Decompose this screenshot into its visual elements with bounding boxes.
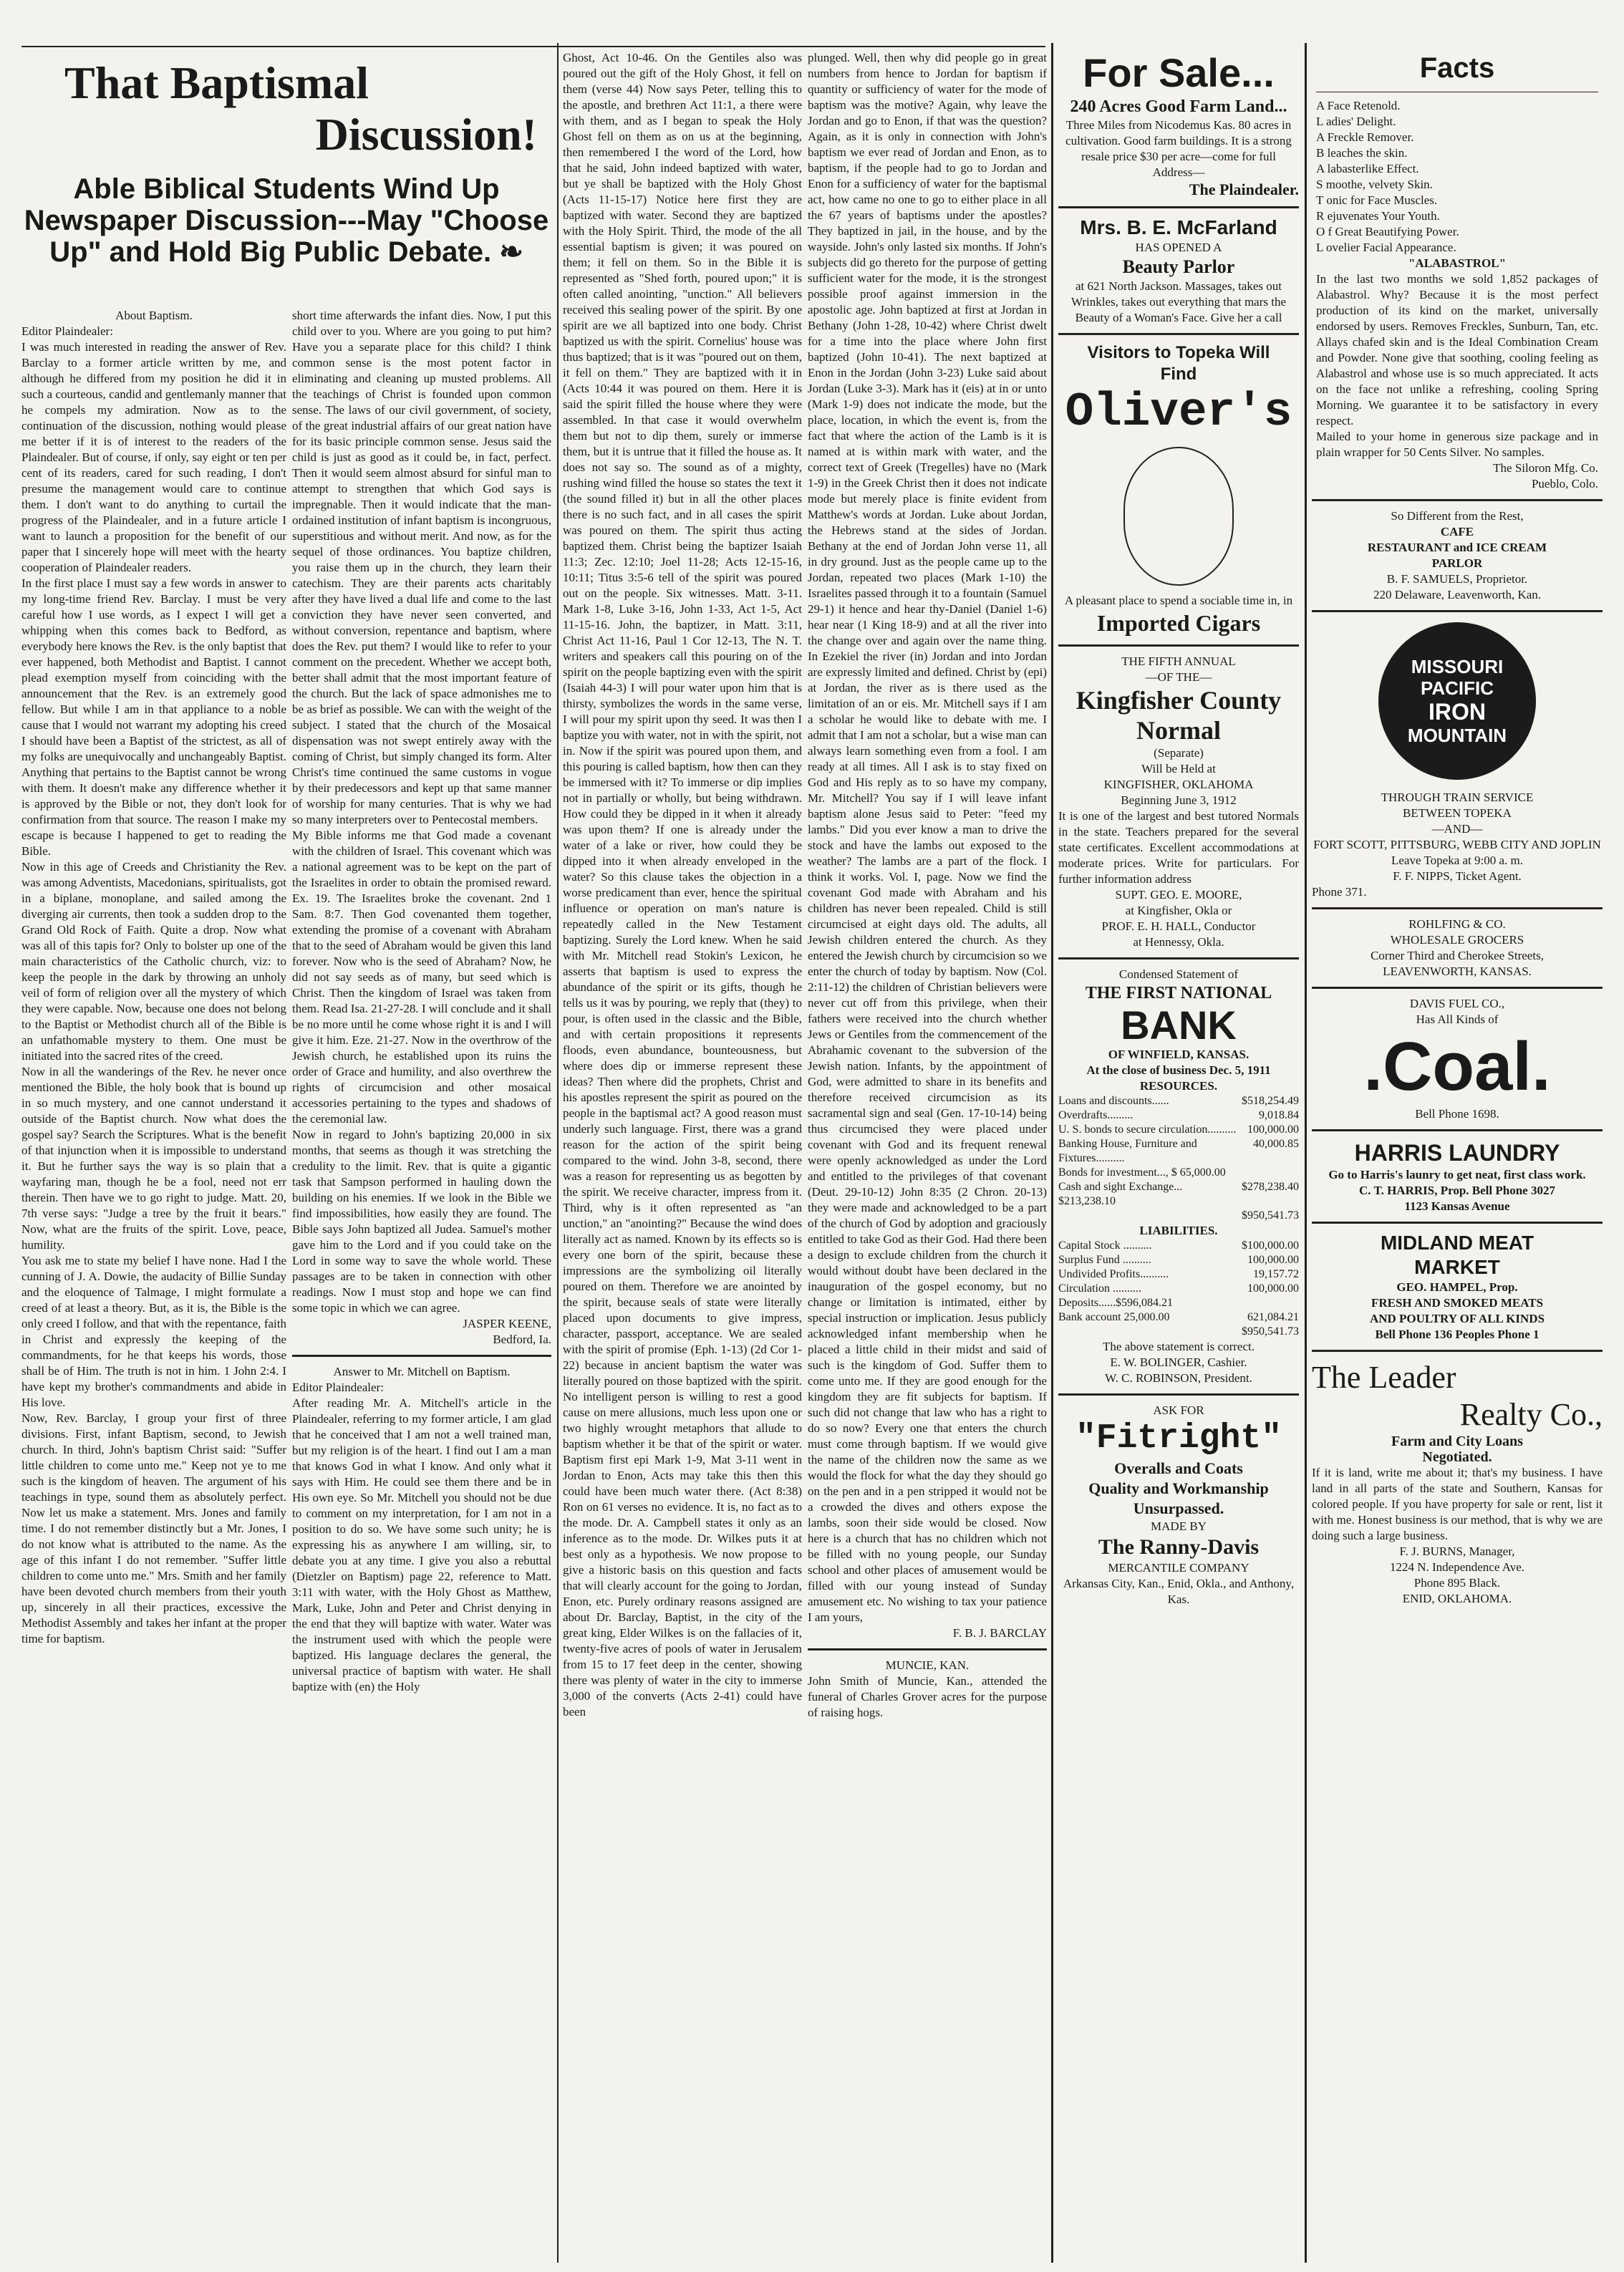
for-sale-ad: [1058, 50, 1299, 199]
reply-heading: Answer to Mr. Mitchell on Baptism.: [333, 1365, 511, 1378]
meat-line: GEO. HAMPEL, Prop.: [1396, 1280, 1518, 1294]
divider: [1058, 1393, 1299, 1396]
grocers-line: WHOLESALE GROCERS: [1390, 933, 1524, 947]
facts-company: The Siloron Mfg. Co.: [1493, 461, 1598, 475]
laundry-name: HARRIS LAUNDRY: [1354, 1140, 1560, 1166]
table-row: [1058, 1310, 1299, 1325]
fitright-line: Overalls and Coats: [1114, 1459, 1243, 1477]
signature-place: Bedford, Ia.: [493, 1333, 551, 1346]
olivers-ad: [1058, 342, 1299, 637]
railway-line: BETWEEN TOPEKA: [1403, 806, 1512, 820]
table-row: [1058, 1094, 1299, 1108]
table-row: [1058, 1137, 1299, 1166]
realty-text: If it is land, write me about it; that's my business. I have land in all parts of the state and Southern, Kansas for colored people. If you have property for sale or rent, list it with me. Honest business is our method, that is why we are doing such a large business.: [1312, 1466, 1603, 1542]
fitright-made: MADE BY: [1151, 1519, 1207, 1533]
grocers-line: Corner Third and Cherokee Streets,: [1371, 949, 1544, 962]
railway-ad: [1312, 622, 1603, 900]
divider: [1312, 1350, 1603, 1352]
railway-logo: [1378, 622, 1536, 780]
normal-line: (Separate): [1154, 746, 1204, 760]
divider: [1058, 957, 1299, 959]
letter-salutation: Editor Plaindealer:: [21, 324, 113, 338]
bank-statement-ad: [1058, 967, 1299, 1386]
laundry-text: Go to Harris's launry to get neat, first class work.: [1328, 1168, 1586, 1181]
table-row: [1058, 1123, 1299, 1137]
resource-label: Loans and discounts......: [1058, 1095, 1169, 1107]
logo-text: IRON: [1429, 699, 1486, 725]
fitright-cities: Arkansas City, Kan., Enid, Okla., and Anthony, Kas.: [1063, 1577, 1295, 1606]
ornament-icon: ❧: [499, 236, 523, 268]
fitright-ad: [1058, 1403, 1299, 1608]
cafe-line: So Different from the Rest,: [1391, 509, 1524, 523]
liability-value: 19,157.72: [1253, 1268, 1299, 1280]
divider: [1312, 499, 1603, 501]
fitright-line: Quality and Workmanship: [1088, 1479, 1269, 1497]
normal-signer: at Hennessy, Okla.: [1133, 935, 1224, 949]
facts-item: T onic for Face Muscles.: [1316, 193, 1438, 207]
divider: [1312, 987, 1603, 989]
railway-line: FORT SCOTT, PITTSBURG, WEBB CITY AND JOPLIN: [1313, 838, 1601, 851]
table-row: [1058, 1253, 1299, 1267]
divider: [292, 1355, 551, 1357]
fitright-company-type: MERCANTILE COMPANY: [1108, 1561, 1250, 1575]
divider: [1312, 1129, 1603, 1131]
logo-text: MOUNTAIN: [1407, 725, 1507, 746]
table-row: [1058, 1296, 1299, 1310]
liability-label: Undivided Profits..........: [1058, 1268, 1169, 1280]
bank-president: W. C. ROBINSON, President.: [1105, 1371, 1252, 1385]
realty-signer: Phone 895 Black.: [1413, 1576, 1501, 1590]
normal-line: —OF THE—: [1145, 670, 1212, 684]
normal-signer: SUPT. GEO. E. MOORE,: [1115, 888, 1242, 901]
table-row: [1058, 1209, 1299, 1223]
resource-label: Overdrafts.........: [1058, 1109, 1134, 1121]
resource-label: U. S. bonds to secure circulation..........: [1058, 1123, 1237, 1136]
letter-heading: About Baptism.: [115, 309, 193, 322]
coal-line: Has All Kinds of: [1416, 1012, 1499, 1026]
realty-name: Realty Co.,: [1459, 1397, 1603, 1432]
facts-title: Facts: [1419, 52, 1495, 84]
facts-city: Pueblo, Colo.: [1531, 477, 1598, 490]
ads-column-2: [1312, 50, 1603, 2270]
divider: [1312, 907, 1603, 909]
bank-date: At the close of business Dec. 5, 1911: [1086, 1063, 1271, 1077]
beauty-parlor-text: at 621 North Jackson. Massages, takes out Wrinkles, takes out everything that mars the Beauty of a Woman's Face. Give her a call: [1070, 279, 1287, 324]
letter-body-continued-2: You ask me to state my belief I have none. Had I the cunning of J. A. Dowie, the audacity of Billie Sunday and the eloquence of Talmage, I might formulate a creed of at least a theory. But, as it is, the Bible is the only creed I follow, and that with the repentance, faith in Christ and expressly the keeping of the commandments, for he that keeps his words, those shall be of Him. The truth is not in him. 1 John 2:4. I have kept my brother's commandments and abide in His love. Now, Rev. Barclay, I group your first of three divisions. First, infant Baptism, second, to Jewish church. In third, John's baptism Christ said: "Suffer little children to come unto me." Keep not ye to me such is the kingdom of heaven. The argument of his teachings in type, sound them as absolutely perfect. Now let us make a statement. Mrs. Jones and family time. I do not remember distinctly but a Mr. Jones, I do not know what is attributed to the name. As the age of this infant I do not remember. "Suffer little children to come unto me." Mrs. Smith and her family have been devoted church members from their youth up, sincerely in all their practices, excessive the Methodist Assembly and takes her infant at the proper time for baptism.: [21, 1254, 286, 1645]
olivers-footer: Imported Cigars: [1096, 610, 1261, 636]
top-rule: [21, 46, 1045, 47]
headline-block: [21, 57, 551, 301]
olivers-line: Find: [1160, 364, 1197, 384]
liability-label: Bank account 25,000.00: [1058, 1311, 1170, 1323]
railway-line: THROUGH TRAIN SERVICE: [1381, 791, 1534, 804]
signature: F. B. J. BARCLAY: [952, 1626, 1047, 1640]
resource-label: Cash and sight Exchange... $213,238.10: [1058, 1181, 1183, 1207]
article-column-1: [21, 308, 286, 2270]
normal-line: Beginning June 3, 1912: [1121, 793, 1237, 807]
realty-ad: [1312, 1359, 1603, 1607]
liability-label: Surplus Fund ..........: [1058, 1254, 1151, 1266]
table-row: [1058, 1239, 1299, 1253]
divider: [1058, 644, 1299, 647]
liability-total: $950,541.73: [1242, 1325, 1299, 1338]
beauty-parlor-line: HAS OPENED A: [1135, 241, 1222, 254]
meat-phones: Bell Phone 136 Peoples Phone 1: [1375, 1328, 1540, 1341]
railway-line: F. F. NIPPS, Ticket Agent.: [1393, 869, 1522, 883]
resource-value: [1242, 1166, 1299, 1180]
olivers-name: Oliver's: [1065, 385, 1292, 439]
table-row: [1058, 1180, 1299, 1209]
realty-line: Farm and City Loans: [1391, 1434, 1523, 1449]
column-rule: [1305, 43, 1307, 2263]
laundry-ad: [1312, 1139, 1603, 1214]
normal-name: Kingfisher County: [1076, 686, 1282, 715]
railway-line: Phone 371.: [1312, 885, 1367, 899]
divider: [1312, 610, 1603, 612]
realty-signer: 1224 N. Independence Ave.: [1389, 1560, 1525, 1574]
article-text: short time afterwards the infant dies. Now, I put this child over to you. Where are you going to put him? Have you a separate place for this child? I think common sense is the most potent factor in eliminating and cleaning up musted problems. All the teachings of Christ is founded upon common sense. The laws of our civil government, of society, of the great industrial affairs of our great nation have for its basic principle common sense. Jesus said the child is just as good as it could be, in fact, perfect. Then it would seem almost absurd for sinful man to attempt to strengthen that which God says is impregnable. Then it would indicate that the man-ordained institution of infant baptism is incongruous, superstitious and without merit. And now, as for the sequel of those ordinances. You baptize children, you raise them up in the church, they learn their catechism. They are their parents acts charitably after they have lived a dual life and come to the last conviction they have never seen converted, and without conversion, repentance and baptism, where does the Rev. put them? I would like to refer to your comment on the precedent. Whether we accept both, better shall admit that the most important feature of the church. But the lack of space admonishes me to be as brief as possible. We can with the weight of the subject. I stated that the church of the Mosaical dispensation was not swept entirely away with the coming of Christ, but simply changed its form. Alter Christ's time continued the same customs in vogue by their predecessors and kept up that same manner of worship for many centuries. That is why we had so many interpreters over to Pentecostal members.: [292, 309, 551, 826]
facts-text: In the last two months we sold 1,852 packages of Alabastrol. Why? Because it is the most perfect production of its kind on the market, universally endorsed by users. Removes Freckles, Sunburn, Tan, etc. Allays chafed skin and is the Ideal Combination Cream and Powder. None give that soothing, cooling feeling as Alabastrol and whose use is so much appreciated. It acts on the face not unlike a refreshing, cooling Spring Morning. We guarantee it to be satisfactory in every respect. Mailed to your home in generous size package and in plain wrapper for 50 Cents Silver. No samples.: [1316, 272, 1598, 459]
letter-body: I was much interested in reading the answer of Rev. Barclay to a former article written by me, and although he differed from my position he did it in such a courteous, candid and gentlemanly manner that he compels my admiration. Now as to the continuation of the discussion, nothing would please me better if it is of interest to the readers of the Plaindealer. But of course, if only, say eight or ten per cent of its readers, cared for such reading, I don't presume the management would care to continue them. I don't want to do anything to curtail the progress of the Plaindealer, and in a future article I want to launch a proposition for the benefit of our paper that I sincerely hope will meet with the hearty cooperation of Plaindealer readers. In the first place I must say a few words in answer to my long-time friend Rev. Barclay. I must be very careful how I use words, as I expect I will get a whipping when this comes back to Bedford, as everybody here knows the Rev. is the only baptist that ever happened, both Methodist and Baptist. I cannot plead exemption myself from coinciding with the announcement that the Rev. is an extremely good fellow. But while I am in that appliance to a noble cause that I would not warrant my adopting his creed I should have been a Baptist of the strictest, as all of my folks are unequivocally and unchangeably Baptist. Anything that pertains to the Baptist cannot be wrong with them. It doesn't make any difference whether it is approved by the Bible or not, they don't look for confirmation from that source. The reason I make my escape is because I happened to get to reading the Bible.: [21, 340, 286, 858]
resource-total: $950,541.73: [1242, 1209, 1299, 1222]
logo-text: MISSOURI: [1411, 656, 1504, 677]
liability-label: Capital Stock ..........: [1058, 1239, 1152, 1252]
cafe-line: RESTAURANT and ICE CREAM: [1367, 541, 1547, 554]
fitright-ask: ASK FOR: [1153, 1403, 1204, 1417]
grocers-ad: [1312, 917, 1603, 980]
normal-signer: PROF. E. H. HALL, Conductor: [1101, 919, 1256, 933]
ads-column-1: [1058, 50, 1299, 2270]
realty-signer: ENID, OKLAHOMA.: [1402, 1592, 1512, 1605]
resource-value: $518,254.49: [1242, 1095, 1299, 1107]
cafe-line: CAFE: [1440, 525, 1474, 538]
resource-value: 40,000.85: [1253, 1138, 1299, 1150]
bank-intro: Condensed Statement of: [1118, 967, 1239, 981]
coal-phone: Bell Phone 1698.: [1415, 1107, 1499, 1121]
reply-salutation: Editor Plaindealer:: [292, 1381, 384, 1394]
fitright-company: The Ranny-Davis: [1098, 1535, 1260, 1559]
normal-line: THE FIFTH ANNUAL: [1121, 654, 1236, 668]
bank-name: BANK: [1121, 1002, 1237, 1048]
facts-ad: [1312, 50, 1603, 492]
resource-label: Bonds for investment..., $ 65,000.00: [1058, 1166, 1226, 1179]
cafe-line: B. F. SAMUELS, Proprietor.: [1386, 572, 1528, 586]
resource-label: Banking House, Furniture and Fixtures..........: [1058, 1138, 1197, 1164]
normal-signer: at Kingfisher, Okla or: [1125, 904, 1232, 917]
railway-line: —AND—: [1431, 822, 1483, 836]
normal-name: Normal: [1136, 716, 1221, 745]
column-rule: [557, 43, 559, 2263]
laundry-line: C. T. HARRIS, Prop. Bell Phone 3027: [1359, 1184, 1555, 1197]
headline-line-2: Discussion!: [315, 109, 537, 160]
liability-value: $100,000.00: [1242, 1239, 1299, 1252]
bank-location: OF WINFIELD, KANSAS.: [1108, 1048, 1250, 1061]
facts-item: R ejuvenates Your Youth.: [1316, 209, 1440, 223]
normal-line: KINGFISHER, OKLAHOMA: [1103, 778, 1254, 791]
for-sale-text: Three Miles from Nicodemus Kas. 80 acres in cultivation. Good farm buildings. It is a strong resale price $30 per acre—come for full: [1065, 118, 1292, 163]
liability-value: 100,000.00: [1247, 1282, 1299, 1295]
liability-label: Circulation ..........: [1058, 1282, 1141, 1295]
facts-item: O f Great Beautifying Power.: [1316, 225, 1459, 238]
liability-label: Deposits......$596,084.21: [1058, 1297, 1173, 1309]
cafe-line: 220 Delaware, Leavenworth, Kan.: [1373, 588, 1542, 601]
liabilities-table: [1058, 1239, 1299, 1339]
grocers-line: LEAVENWORTH, KANSAS.: [1383, 965, 1532, 978]
divider: [1312, 1222, 1603, 1224]
beauty-parlor-ad: [1058, 216, 1299, 326]
for-sale-signer: The Plaindealer.: [1189, 180, 1299, 198]
meat-name: MIDLAND MEAT: [1380, 1232, 1534, 1254]
column-rule: [1051, 43, 1053, 2263]
facts-item: L adies' Delight.: [1316, 115, 1396, 128]
reply-text: After reading Mr. A. Mitchell's article in the Plaindealer, referring to my former article, I am glad that he conceived that I am not a well trained man, but my religion is of the heart. I find out I am a man that knows God in what I know. And only what it says with Him. He could see them there and be in His own eye. So Mr. Mitchell you should not be due to comment on my interpretation, for I am not in a position to do so. We have some such unity; he is expressing his as anywhere I am willing, sir, to debate you at any time. I give you also a rebuttal (Dietzler on Baptism) page 22, reference to Matt. 3:11 with water, with the Holy Ghost as Matthew, Mark, Luke, John and Peter and Christ denying in the end that they will baptize with water. Water was the instrument used with which the people were baptized. His language declares the general, the universal practice of baptism with water. He shall baptize with (en) the Holy: [292, 1396, 551, 1693]
letter-body-continued: Now in this age of Creeds and Christianity the Rev. was among Adventists, Macedonians, spiritualists, got in a biplane, monoplane, and sailed among the diverging air currents, then took a sudden drop to the Grand Old Rock of Faith. Quite a drop. Now what was all of this tapis for? Only to bolster up one of the main characteristics of the Catholic church, viz: to keep the people in the dark by throwing an unholy veil of form of religion over all the mystery of which they were capable. Now, because one does not belong to the Baptist or Methodist church all of the Bible is an unfathomable mystery to them. One must be initiated into the sacred rites of the creed. Now in all the wanderings of the Rev. he never once mentioned the Bible, the holy book that is bound up in so much mystery, and one cannot understand it outside of the Baptist church. Now what does the gospel say? Search the Scriptures. What is the benefit of that injunction when it is impossible to understand it. But he further says the way is so plain that a wayfaring man, though he be a fool, need not err therein. Then have we to go right to judge. Matt. 20, 7th verse says: "Judge a tree by the fruit it bears." Now, what are the fruits of the spirit. Love, peace, humility.: [21, 860, 286, 1252]
meat-line: AND POULTRY OF ALL KINDS: [1369, 1312, 1545, 1325]
for-sale-title: For Sale...: [1083, 50, 1275, 95]
facts-item: A Freckle Remover.: [1316, 130, 1414, 144]
facts-item: A labasterlike Effect.: [1316, 162, 1419, 175]
facts-brand: "ALABASTROL": [1408, 256, 1507, 270]
grocers-line: ROHLFING & CO.: [1408, 917, 1506, 931]
cafe-line: PARLOR: [1431, 556, 1483, 570]
bank-name: THE FIRST NATIONAL: [1085, 984, 1272, 1002]
cafe-ad: [1312, 508, 1603, 603]
fitright-name: "Fitright": [1075, 1419, 1282, 1458]
for-sale-headline: 240 Acres Good Farm Land...: [1070, 97, 1287, 116]
subheadline-text: Able Biblical Students Wind Up Newspaper Discussion---May "Choose Up" and Hold Big Public Debate.: [24, 173, 549, 268]
table-row: [1058, 1282, 1299, 1296]
normal-text: It is one of the largest and best tutored Normals in the state. Teachers prepared for the several state certificates. Excellent accommodations at moderate prices. Write for particulars. For further information address: [1058, 809, 1299, 886]
normal-line: Will be Held at: [1141, 762, 1216, 775]
beauty-parlor-name: Beauty Parlor: [1122, 256, 1235, 277]
resource-value: 9,018.84: [1259, 1109, 1299, 1121]
coal-name: .Coal.: [1363, 1028, 1551, 1105]
logo-text: PACIFIC: [1420, 677, 1494, 699]
coal-line: DAVIS FUEL CO.,: [1409, 997, 1505, 1010]
resources-table: [1058, 1094, 1299, 1223]
coal-ad: [1312, 996, 1603, 1122]
facts-item: B leaches the skin.: [1316, 146, 1408, 160]
liability-value: [1219, 1296, 1299, 1310]
normal-school-ad: [1058, 654, 1299, 950]
divider: [1058, 333, 1299, 335]
divider: [808, 1648, 1047, 1650]
resource-value: 100,000.00: [1247, 1123, 1299, 1136]
railway-line: Leave Topeka at 9:00 a. m.: [1391, 854, 1523, 867]
realty-name: The Leader: [1312, 1360, 1456, 1395]
local-news-text: John Smith of Muncie, Kan., attended the funeral of Charles Grover acres for the purpose of raising hogs.: [808, 1674, 1047, 1719]
facts-item: L ovelier Facial Appearance.: [1316, 241, 1456, 254]
article-text: My Bible informs me that God made a covenant with the children of Israel. This covenant which was a national agreement was to be kept on the part of the Israelites in order to obtain the promised reward. Ex. 19. The Israelites broke the covenant. 2nd 1 Sam. 8:7. Then God covenanted them together, extending the promise of a covenant with Abraham that to the seed of Abraham would be given this land forever. Now who is the seed of Abraham? Now, he did not say seeds as of many, but seed which is Christ. Then the kingdom of Israel was taken from them. Read Isa. 21-27-28. I will conclude and it shall be no more until he come whose right it is and I will give it him. Eze. 21-27. Now in the overthrow of the Jewish church, he established upon its ruins the order of Grace and humility, and also overthrew the rights of circumcision and other mosaical accessories pertaining to the types and shadows of the ceremonial law. Now in regard to John's baptizing 20,000 in six months, that seems as though it was stretching the credulity to the limit. Rev. that is quite a gigantic task that Sampson performed in hauling down the building on his enemies. If we look in the Bible we find impossibilities, how easily they are found. The Bible says John baptized all Judea. Samuel's mother gave him to the Lord and if you could take on the Lord in some way to save the whole world. These passages are to be taken in connection with other readings. Now I must stop and hope we can find some topic in which we can agree.: [292, 828, 551, 1315]
dateline: MUNCIE, KAN.: [885, 1658, 970, 1672]
liability-value: 621,084.21: [1247, 1311, 1299, 1323]
meat-market-ad: [1312, 1231, 1603, 1343]
article-column-4: [808, 50, 1047, 2270]
olivers-line: Visitors to Topeka Will: [1087, 343, 1270, 362]
fitright-line: Unsurpassed.: [1133, 1499, 1224, 1517]
facts-item: A Face Retenold.: [1316, 99, 1401, 112]
article-text: plunged. Well, then why did people go in great numbers from hence to Jordan for baptism if quantity or sufficiency of water for the mode of baptism was the motive? Again, why leave the Jordan and go to Enon, if that was the question? Again, as it is only in connection with John's baptism we ever read of Jordan and Enon, as to baptism, if the people had to go to Jordan and Enon for a sufficiency of water for the baptismal act, how came no one to go to either place in all the 67 years of baptisms under the apostles? They baptized in jail, in the house, and by the wayside. John's only lasted six months. If John's subjects did go thereto for the purpose of getting sufficient water for the mode, it is the strongest possible proof against immersion in the apostolic age. John baptized at first at Jordan in Bethany (John 1-28, 10-42) where Christ dwelt for a time into the place where John first baptized (John 10-41). The next baptized at Enon in the Jordan (John 3-23) Luke said about Jordan (Luke 3-3). Mark has it (eis) at in or unto (Mark 1-9) does not indicate the mode, but the place, location, in which the event is, from the fact that where the action of the Lamb is it is named at is within mark with water, and the correct text of Greek (Tregelles) have no (Mark 1-9) in the Greek Christ then it does not indicate mode but merely place is finite evident from Matthew's words at Jordan. Luke about Jordan, the Hebrews stand at the sides of Jordan. Bethany at the end of Jordan John verse 11, all in dry ground. Just as the people came up to the Jordan, repeated two places (Mark 1-10) the Israelites passed through it to a fountain (Samuel 29-1) it hence and hear thy-Daniel (Daniel 1-6) hear near (1 King 18-9) and at all the river into the change over and again over the name thing. In Ezekiel the river (in) Jordan and into Jordan are expressly limited and defined. Christ by (epi) at Jordan, the river as is there used as the limitation of an or eis. Mr. Mitchell says if I am a scholar he would like to debate with me. I admit that I am not a scholar, but a wise man can always learn something even from a fool. I am ready at all times. All I ask is to stay fixed on God and His reply as to so have my company, Mr. Mitchell? You say if I will leave infant baptism alone Jesus said to Peter: "feed my lambs." Did you ever know a man to drive the stock and have the lambs out exposed to the weather? The lambs are a part of the flock. I think it works. Vol. I, page. Now we find the covenant God made with Abraham and his children has never been repealed. Child is still circumcised at eight days old. The adults, all Jewish children entered the church. As they entered the Jewish church by circumcision so we enter the church of today by baptism. Now (Col. 2:11-12) the children of Christian believers were never cut off from this privilege, when their fathers were received into the church whether Jews or Gentiles from the commencement of the Abrahamic covenant to the subversion of the Jewish nation. Infants, by the appointment of God, were admitted to share in its benefits and therefore received circumcision as its sacramental sign and seal (Gen. 17-10-14) being thus circumcised they were placed under covenant with God and its frequent renewal were openly acknowledged as under the Lord and entitled to the privileges of that covenant (Deut. 29-10-12) John 8:35 (2 Chron. 20-13) they were made and acknowledged to be a part of the church of God by adoption and graciously entitled to take God as their God. Had there been a design to exclude children from the church it would without doubt have been declared in the inauguration of the gospel economy, but no change or limitation is intimated, either by special instruction or implication. Jesus publicly acknowledged infant membership when he placed a little child in their midst and said of such is the kingdom of God. Suffer them to come unto me. If they are good enough for the kingdom they are fit subjects for baptism. If such did not change that law who has a right to do so now? Every one that enters the church must come through baptism. If we would give the name of the children now the same as we would the flock for what the day they should go on the pen and in a pen stripped it would not be a crowded the dives and others expose the lambs, soon their side would be closed. Now here is a church that has no children which not be filled with no young people, our Sunday school and other places of amusement would be filled with our young instead of Sunday amusement etc. No wishing to tax your patience I am yours,: [808, 51, 1047, 1624]
beauty-parlor-owner: Mrs. B. E. McFarland: [1080, 216, 1277, 238]
divider: [1058, 206, 1299, 208]
table-row: [1058, 1108, 1299, 1123]
resources-heading: RESOURCES.: [1139, 1079, 1218, 1093]
meat-line: FRESH AND SMOKED MEATS: [1371, 1296, 1544, 1310]
liability-value: 100,000.00: [1247, 1254, 1299, 1266]
article-column-2: [292, 308, 551, 2270]
article-text: Ghost, Act 10-46. On the Gentiles also was poured out the gift of the Holy Ghost, it fell on them (verse 44) Now says Peter, telling this to the apostle, and brethren Act 11:1, a there were with them, and as I began to speak the Holy Ghost fell on them as on us at the beginning, then remembered I the word of the Lord, how that he said, John indeed baptized with water, but ye shall be baptized with the Holy Ghost (Acts 11-15-17) Notice here first they are baptized with water. Second they are baptized with the Holy Spirit. Third, the mode of the all essential baptism is given; it was poured on them; it fell on them. So in the Bible it is represented as "Shed forth, poured upon;" it is often called anointing, "unction." All believers received this sealing power of the spirit. By one spirit are we all baptized into one body. Christ baptized us with the spirit. Cornelius' house was thus baptized; that is it was "poured out on them, it fell on them." They are baptized with it in (Acts 10:44 it was poured on them. Here it is said the spirit filled the house where they were assembled. In that case it would overwhelm them but not to dip them, surely or immerse them, but it is untrue that it filled the house as. It does not say so. The sound as of a mighty, rushing wind filled the house so states the text it (the sound filled it) but in all the other places there is no such fact, and in all cases the spirit was poured on them. The spirit thus acting baptized them. Christ being the baptizer Isaiah 11:3; Zec. 12:10; Joel 11-28; Acts 12-15-16, 10:11; Titus 3:5-6 tell of the spirit was poured out on the people. Six witnesses. Matt. 3-11. Mark 1-8, Luke 3-16, John 1-33, Act 1-5, Act 11-15-16. John, the baptizer, in Matt. 3:11, Christ Act 11-16, Paul 1 Cor 12-13, The N. T. writers and speakers call this pouring on of the spirit on the people baptizing even with the spirit (Isaiah 44-3) I will pour water upon him that is thirsty, symbolizes the words in the same verse, I will pour my spirit upon thy seed. It was then I baptize you with water, not in with the spirit, not in. Now if the spirit was poured upon them, and this pouring is called baptism, how then can they be immersed with it? To immerse or dip implies not in partially or wholly, but being withdrawn. How could they be dipped in it when it already was upon them? If one is already under the water of a lake or river, how could they be dipped into it when already enveloped in the water? So this clause takes the objection in a worse predicament than ever, hence the spiritual influence or operation on man's nature is repeatedly called in the New Testament baptizing. Surely the Lord knew. When he said with Mr. Mitchell read Stokin's Lexicon, he asserts that baptism is used to express the abundance of the spirit or its gifts, though he tells us it was by pouring, we reply that (they) to pour, is often used in the classic and the Bible, and with certain propositions it represents floods, even abundance, bounteousness, but where does dip or immerse represent these ideas? Then where did the prophets, Christ and his apostles represent the spirit as poured on the people in the baptismal act? A good reason must underly such language. First, there was a grand reason for the action of the spirit being compared to the wind. John 3-8, second, there was a reason for representing us as begotten by the spirit. We receive character, impress from it. Third, why is it often represented as "an unction," an "anointing?" Because the wind does literally act as named. Known by its effects so is every one born of the spirit, because these impressions are the symbolizing oil literally poured on them. Therefore we are anointed by the spirit, because seals of state were literally placed upon documents to give impress, character, passport, acceptance. We are sealed with the spirit of promise (Eph. 1-13) (2d Cor 1-22) because in ancient baptism the water was literally poured on those baptized with the spirit. No intelligent person is willing to rest a good cause on mere allusions, much less upon one or two highly wrought metaphors that allude to baptism whether it be that of the spirit or water. Baptism first epi Mark 1-9, Mat 3-11 went in Jordan to Enon, Acts may take this then this could have been much water there. (Act 8:38) Ron on 61 verses no evidence. It is, no fact as to the mode. Dr. A. Campbell states it only as an inference as to the mode. Dr. Wilkes puts it at best only as a hypothesis. We now propose to give a historic basis on this question and facts that will clearly account for the going to Jordan, Enon, etc. Purely ordinary reasons assigned are about Dr. Barclay, Baptist, in the city of the great king, Elder Wilkes is on the fallacies of it, twenty-five acres of pools of water in Jerusalem from 15 to 17 feet deep in the center, showing there was plenty of water in the city to immerse 3,000 of the converts (Acts 2-41) could have been: [563, 51, 802, 1718]
olivers-text: A pleasant place to spend a sociable time in, in: [1064, 594, 1293, 607]
headline-line-1: That Baptismal: [64, 57, 369, 108]
signature: JASPER KEENE,: [463, 1317, 551, 1330]
laundry-line: 1123 Kansas Avenue: [1404, 1199, 1510, 1213]
subheadline: [21, 173, 551, 268]
realty-line: Negotiated.: [1422, 1449, 1492, 1465]
realty-signer: F. J. BURNS, Manager,: [1399, 1545, 1515, 1558]
meat-name: MARKET: [1414, 1256, 1500, 1278]
article-column-3: [563, 50, 802, 2270]
resource-value: $278,238.40: [1242, 1181, 1299, 1193]
liabilities-heading: LIABILITIES.: [1139, 1224, 1218, 1237]
portrait-image: [1123, 447, 1234, 586]
table-row: [1058, 1267, 1299, 1282]
bank-footer: The above statement is correct.: [1103, 1340, 1255, 1353]
bank-cashier: E. W. BOLINGER, Cashier.: [1110, 1355, 1247, 1369]
table-row: [1058, 1325, 1299, 1339]
table-row: [1058, 1166, 1299, 1180]
for-sale-address: Address—: [1152, 165, 1205, 179]
facts-item: S moothe, velvety Skin.: [1316, 178, 1433, 191]
